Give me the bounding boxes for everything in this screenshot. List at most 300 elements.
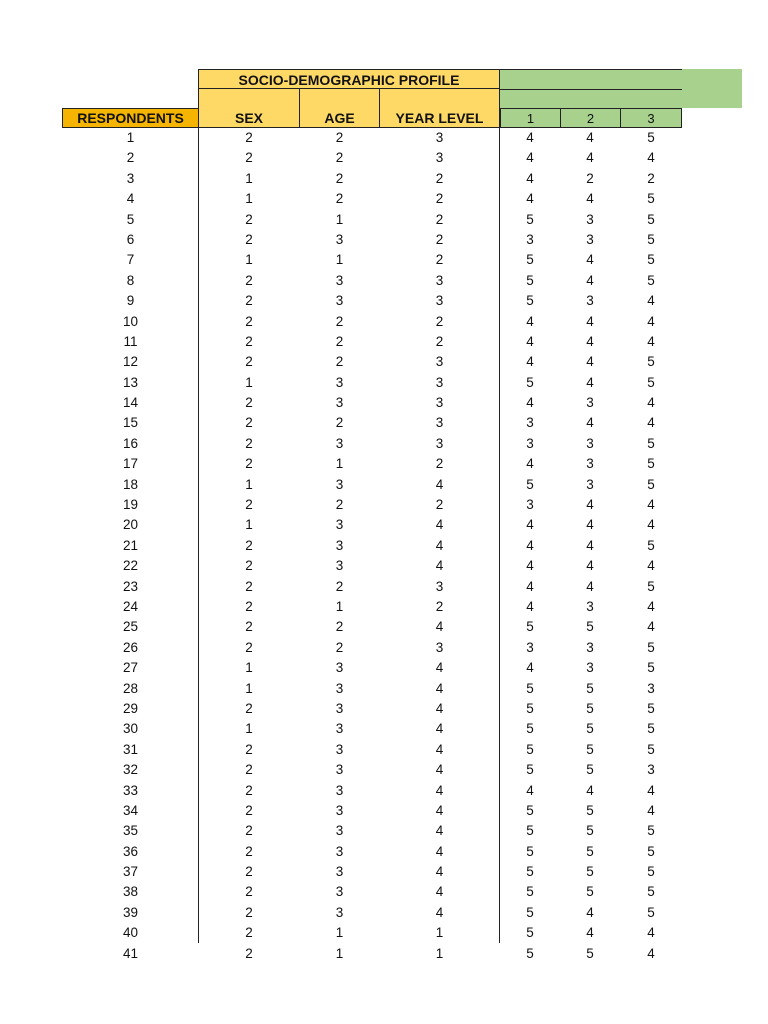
sex-header: SEX: [234, 110, 263, 126]
item-1-cell: 4: [526, 170, 534, 186]
item-2-cell: 5: [586, 680, 594, 696]
respondent-cell: 36: [122, 843, 139, 859]
year-level-cell: 4: [435, 680, 444, 696]
sex-cell: 2: [245, 945, 253, 961]
item-1-cell: 4: [526, 354, 534, 370]
table-row: [62, 332, 682, 352]
item-1-cell: 4: [526, 333, 534, 349]
sex-cell: 1: [245, 170, 253, 186]
age-cell: 3: [335, 476, 344, 492]
item-3-cell: 5: [647, 884, 655, 900]
item-1-cell: 3: [526, 435, 534, 451]
year-level-cell: 2: [435, 598, 444, 614]
sex-cell: 2: [245, 211, 253, 227]
item-1-cell: 5: [526, 721, 534, 737]
item-2-cell: 2: [586, 170, 594, 186]
year-level-cell: 4: [435, 884, 444, 900]
item-1-cell: 4: [526, 130, 534, 145]
item-1-cell: 4: [526, 191, 534, 207]
sex-cell: 2: [245, 598, 253, 614]
age-cell: 2: [335, 313, 344, 329]
age-cell: 3: [335, 782, 344, 798]
age-cell: 2: [335, 578, 344, 594]
sex-cell: 2: [245, 456, 253, 472]
item-2-cell: 4: [586, 558, 594, 574]
respondent-cell: 22: [122, 558, 139, 574]
item-2-cell: 5: [586, 945, 594, 961]
sex-cell: 2: [245, 435, 253, 451]
item-1-cell: 5: [526, 293, 534, 309]
year-level-cell: 3: [435, 293, 444, 309]
year-level-cell: 4: [435, 619, 444, 635]
age-cell: 2: [335, 354, 344, 370]
item-3-cell: 5: [647, 252, 655, 268]
year-level-cell: 3: [435, 272, 444, 288]
age-cell: 3: [335, 231, 344, 247]
item-2-cell: 3: [586, 476, 594, 492]
item-1-cell: 5: [526, 904, 534, 920]
year-level-cell: 4: [435, 476, 444, 492]
item-2-cell: 4: [586, 150, 594, 166]
year-level-cell: 3: [435, 150, 444, 166]
item-3-cell: 4: [647, 293, 655, 309]
item-2-cell: 4: [586, 517, 594, 533]
sex-cell: 2: [245, 354, 253, 370]
sex-cell: 2: [245, 130, 253, 145]
item-2-cell: 3: [586, 639, 594, 655]
table-row: [62, 352, 682, 372]
item-3-cell: 4: [647, 945, 655, 961]
item-2-cell: 4: [586, 354, 594, 370]
item-3-cell: 5: [647, 537, 655, 553]
item-2-cell: 5: [586, 864, 594, 880]
item-3-cell: 5: [647, 843, 655, 859]
item-3-cell: 5: [647, 864, 655, 880]
table-row: [62, 250, 682, 270]
table-row: [62, 597, 682, 617]
item-2-cell: 3: [586, 598, 594, 614]
sex-cell: 1: [245, 680, 253, 696]
age-cell: 2: [335, 150, 344, 166]
sex-cell: 2: [245, 741, 253, 757]
sex-cell: 2: [245, 395, 253, 411]
item-1-cell: 3: [526, 497, 534, 513]
sex-cell: 2: [245, 700, 253, 716]
item-3-cell: 5: [647, 578, 655, 594]
item-1-cell: 4: [526, 660, 534, 676]
item-1-cell: 3: [526, 231, 534, 247]
item-3-cell: 4: [647, 782, 655, 798]
item-1-cell: 5: [526, 680, 534, 696]
item-3-cell: 5: [647, 231, 655, 247]
item-3-cell: 4: [647, 333, 655, 349]
year-level-cell: 4: [435, 904, 444, 920]
item-1-cell: 3: [526, 639, 534, 655]
year-level-cell: 2: [435, 252, 444, 268]
item-1-cell: 5: [526, 700, 534, 716]
item-3-cell: 5: [647, 435, 655, 451]
year-level-cell: 4: [435, 558, 444, 574]
age-cell: 1: [335, 598, 344, 614]
year-level-cell: 2: [435, 313, 444, 329]
table-row: [62, 781, 682, 801]
age-cell: 3: [335, 374, 344, 390]
green-band-top-line: [500, 69, 682, 70]
item-1-cell: 5: [526, 843, 534, 859]
item-1-header: 1: [500, 108, 561, 128]
item-1-cell: 5: [526, 619, 534, 635]
item-2-cell: 3: [586, 456, 594, 472]
age-cell: 1: [335, 211, 344, 227]
respondent-cell: 41: [122, 945, 139, 961]
sex-cell: 1: [245, 191, 253, 207]
item-2-cell: 5: [586, 721, 594, 737]
age-cell: 3: [335, 537, 344, 553]
sex-cell: 1: [245, 374, 253, 390]
table-row: [62, 128, 682, 148]
age-cell: 2: [335, 130, 344, 145]
respondent-cell: 17: [122, 456, 139, 472]
item-3-cell: 5: [647, 191, 655, 207]
item-3-cell: 3: [647, 762, 655, 778]
item-1-cell: 4: [526, 558, 534, 574]
year-level-cell: 4: [435, 741, 444, 757]
item-1-cell: 5: [526, 864, 534, 880]
sex-cell: 2: [245, 925, 253, 941]
item-1-cell: 5: [526, 925, 534, 941]
item-3-cell: 4: [647, 517, 655, 533]
table-row: [62, 923, 682, 943]
item-3-cell: 5: [647, 476, 655, 492]
group-title: SOCIO-DEMOGRAPHIC PROFILE: [198, 69, 500, 89]
item-3-cell: 4: [647, 150, 655, 166]
table-row: [62, 760, 682, 780]
respondent-cell: 40: [122, 925, 139, 941]
item-3-cell: 5: [647, 130, 655, 145]
sex-cell: 2: [245, 639, 253, 655]
respondent-cell: 33: [122, 782, 139, 798]
year-level-header: YEAR LEVEL: [395, 110, 484, 126]
respondent-cell: 6: [126, 231, 135, 247]
age-cell: 1: [335, 925, 344, 941]
item-2-cell: 4: [586, 415, 594, 431]
age-cell: 2: [335, 333, 344, 349]
item-3-cell: 5: [647, 823, 655, 839]
age-cell: 3: [335, 721, 344, 737]
item-1-cell: 4: [526, 782, 534, 798]
sex-cell: 2: [245, 904, 253, 920]
item-2-cell: 4: [586, 313, 594, 329]
table-row: [62, 638, 682, 658]
item-1-cell: 5: [526, 741, 534, 757]
age-cell: 3: [335, 293, 344, 309]
respondent-cell: 15: [122, 415, 139, 431]
item-2-cell: 5: [586, 619, 594, 635]
table-row: [62, 291, 682, 311]
table-row: [62, 189, 682, 209]
item-2-cell: 3: [586, 211, 594, 227]
table-row: [62, 842, 682, 862]
item-2-cell: 5: [586, 884, 594, 900]
year-level-cell: 3: [435, 354, 444, 370]
sex-cell: 1: [245, 517, 253, 533]
sex-cell: 2: [245, 231, 253, 247]
year-level-cell: 4: [435, 537, 444, 553]
age-cell: 1: [335, 456, 344, 472]
age-header: AGE: [324, 110, 355, 126]
item-1-cell: 5: [526, 823, 534, 839]
year-level-cell: 4: [435, 782, 444, 798]
item-1-cell: 4: [526, 517, 534, 533]
year-level-cell: 3: [435, 395, 444, 411]
item-2-cell: 4: [586, 497, 594, 513]
item-1-cell: 5: [526, 272, 534, 288]
age-cell: 3: [335, 741, 344, 757]
respondent-cell: 28: [122, 680, 139, 696]
table-row: [62, 556, 682, 576]
table-row: [62, 882, 682, 902]
item-2-cell: 3: [586, 395, 594, 411]
item-1-cell: 5: [526, 211, 534, 227]
item-3-cell: 5: [647, 211, 655, 227]
item-2-cell: 3: [586, 293, 594, 309]
year-level-cell: 2: [435, 170, 444, 186]
year-level-cell: 2: [435, 497, 444, 513]
sex-cell: 2: [245, 802, 253, 818]
item-2-cell: 4: [586, 272, 594, 288]
year-level-cell: 1: [435, 945, 444, 961]
item-2-cell: 5: [586, 762, 594, 778]
sex-cell: 1: [245, 721, 253, 737]
respondent-cell: 23: [122, 578, 139, 594]
year-level-cell: 2: [435, 231, 444, 247]
age-cell: 3: [335, 558, 344, 574]
table-row: [62, 658, 682, 678]
item-1-cell: 4: [526, 578, 534, 594]
age-cell: 3: [335, 884, 344, 900]
item-3-cell: 5: [647, 741, 655, 757]
item-2-cell: 5: [586, 843, 594, 859]
item-2-cell: 5: [586, 741, 594, 757]
item-1-cell: 5: [526, 945, 534, 961]
table-row: [62, 271, 682, 291]
sex-cell: 2: [245, 864, 253, 880]
item-3-header: 3: [620, 108, 682, 128]
respondent-cell: 4: [126, 191, 135, 207]
age-cell: 1: [335, 945, 344, 961]
respondent-cell: 27: [122, 660, 139, 676]
respondent-cell: 21: [122, 537, 139, 553]
respondent-cell: 13: [122, 374, 139, 390]
respondent-cell: 1: [126, 130, 135, 145]
item-2-cell: 5: [586, 823, 594, 839]
table-row: [62, 801, 682, 821]
age-cell: 3: [335, 864, 344, 880]
item-3-cell: 5: [647, 374, 655, 390]
item-3-cell: 5: [647, 456, 655, 472]
sex-cell: 2: [245, 537, 253, 553]
age-cell: 3: [335, 802, 344, 818]
year-level-cell: 2: [435, 191, 444, 207]
sex-cell: 2: [245, 578, 253, 594]
table-row: [62, 230, 682, 250]
year-level-cell: 4: [435, 660, 444, 676]
table-row: [62, 454, 682, 474]
sex-cell: 2: [245, 823, 253, 839]
table-row: [62, 393, 682, 413]
sex-cell: 2: [245, 843, 253, 859]
item-3-cell: 4: [647, 313, 655, 329]
item-2-cell: 4: [586, 925, 594, 941]
item-3-cell: 4: [647, 497, 655, 513]
respondent-cell: 20: [122, 517, 139, 533]
sex-cell: 2: [245, 415, 253, 431]
year-level-cell: 4: [435, 823, 444, 839]
item-1-cell: 5: [526, 252, 534, 268]
year-level-cell: 3: [435, 578, 444, 594]
respondent-cell: 8: [126, 272, 135, 288]
age-cell: 2: [335, 497, 344, 513]
item-1-cell: 4: [526, 598, 534, 614]
age-cell: 3: [335, 762, 344, 778]
age-cell: 3: [335, 395, 344, 411]
age-cell: 3: [335, 435, 344, 451]
item-1-cell: 4: [526, 313, 534, 329]
table-row: [62, 699, 682, 719]
item-2-cell: 5: [586, 802, 594, 818]
respondent-cell: 39: [122, 904, 139, 920]
year-level-cell: 4: [435, 762, 444, 778]
year-level-cell: 4: [435, 802, 444, 818]
age-cell: 3: [335, 517, 344, 533]
year-level-cell: 2: [435, 456, 444, 472]
item-3-cell: 3: [647, 680, 655, 696]
item-1-cell: 4: [526, 150, 534, 166]
respondent-cell: 10: [122, 313, 139, 329]
year-level-cell: 3: [435, 374, 444, 390]
year-level-cell: 4: [435, 864, 444, 880]
age-cell: 3: [335, 660, 344, 676]
item-3-cell: 5: [647, 354, 655, 370]
item-2-cell: 4: [586, 782, 594, 798]
sex-cell: 2: [245, 497, 253, 513]
respondent-cell: 7: [126, 252, 135, 268]
age-cell: 3: [335, 843, 344, 859]
sex-cell: 2: [245, 782, 253, 798]
table-row: [62, 373, 682, 393]
data-table: [62, 128, 682, 964]
respondent-cell: 26: [122, 639, 139, 655]
table-row: [62, 434, 682, 454]
respondent-cell: 29: [122, 700, 139, 716]
table-row: [62, 210, 682, 230]
year-level-cell: 4: [435, 721, 444, 737]
item-1-cell: 4: [526, 456, 534, 472]
item-2-cell: 3: [586, 660, 594, 676]
sex-cell: 2: [245, 884, 253, 900]
year-level-cell: 2: [435, 211, 444, 227]
respondent-cell: 9: [126, 293, 135, 309]
age-cell: 1: [335, 252, 344, 268]
year-level-cell: 1: [435, 925, 444, 941]
respondent-cell: 18: [122, 476, 139, 492]
age-cell: 3: [335, 680, 344, 696]
respondent-cell: 32: [122, 762, 139, 778]
age-cell: 2: [335, 170, 344, 186]
item-3-cell: 4: [647, 395, 655, 411]
item-3-cell: 4: [647, 558, 655, 574]
respondent-cell: 30: [122, 721, 139, 737]
year-level-cell: 4: [435, 843, 444, 859]
green-band-mid-line: [500, 89, 682, 90]
table-row: [62, 536, 682, 556]
item-3-cell: 5: [647, 660, 655, 676]
respondent-cell: 16: [122, 435, 139, 451]
sex-cell: 2: [245, 293, 253, 309]
respondent-cell: 2: [126, 150, 135, 166]
respondent-cell: 31: [122, 741, 139, 757]
item-2-cell: 4: [586, 904, 594, 920]
sex-cell: 1: [245, 476, 253, 492]
age-cell: 3: [335, 272, 344, 288]
item-3-cell: 4: [647, 619, 655, 635]
item-3-cell: 2: [647, 170, 655, 186]
sex-cell: 2: [245, 619, 253, 635]
sex-cell: 1: [245, 252, 253, 268]
sex-cell: 2: [245, 558, 253, 574]
age-cell: 3: [335, 904, 344, 920]
item-2-cell: 4: [586, 578, 594, 594]
table-row: [62, 475, 682, 495]
table-row: [62, 515, 682, 535]
table-row: [62, 148, 682, 168]
respondent-cell: 3: [126, 170, 135, 186]
respondent-cell: 19: [122, 497, 139, 513]
respondent-cell: 11: [123, 333, 138, 349]
table-row: [62, 617, 682, 637]
item-2-cell: 3: [586, 435, 594, 451]
respondents-header: RESPONDENTS: [62, 108, 199, 128]
item-1-cell: 5: [526, 802, 534, 818]
item-2-cell: 3: [586, 231, 594, 247]
year-level-cell: 3: [435, 435, 444, 451]
sex-cell: 2: [245, 762, 253, 778]
item-3-cell: 5: [647, 721, 655, 737]
item-1-cell: 5: [526, 884, 534, 900]
respondent-cell: 34: [122, 802, 139, 818]
item-3-cell: 5: [647, 700, 655, 716]
year-level-cell: 2: [435, 333, 444, 349]
table-row: [62, 903, 682, 923]
age-cell: 2: [335, 191, 344, 207]
item-3-cell: 4: [647, 925, 655, 941]
item-3-cell: 5: [647, 639, 655, 655]
item-1-cell: 4: [526, 395, 534, 411]
item-3-cell: 4: [647, 802, 655, 818]
year-level-cell: 4: [435, 517, 444, 533]
table-row: [62, 679, 682, 699]
table-row: [62, 821, 682, 841]
table-row: [62, 862, 682, 882]
item-1-cell: 3: [526, 415, 534, 431]
sex-cell: 2: [245, 272, 253, 288]
year-level-cell: 4: [435, 700, 444, 716]
item-1-cell: 5: [526, 374, 534, 390]
item-2-cell: 4: [586, 374, 594, 390]
year-level-cell: 3: [435, 415, 444, 431]
item-1-cell: 4: [526, 537, 534, 553]
sex-cell: 1: [245, 660, 253, 676]
